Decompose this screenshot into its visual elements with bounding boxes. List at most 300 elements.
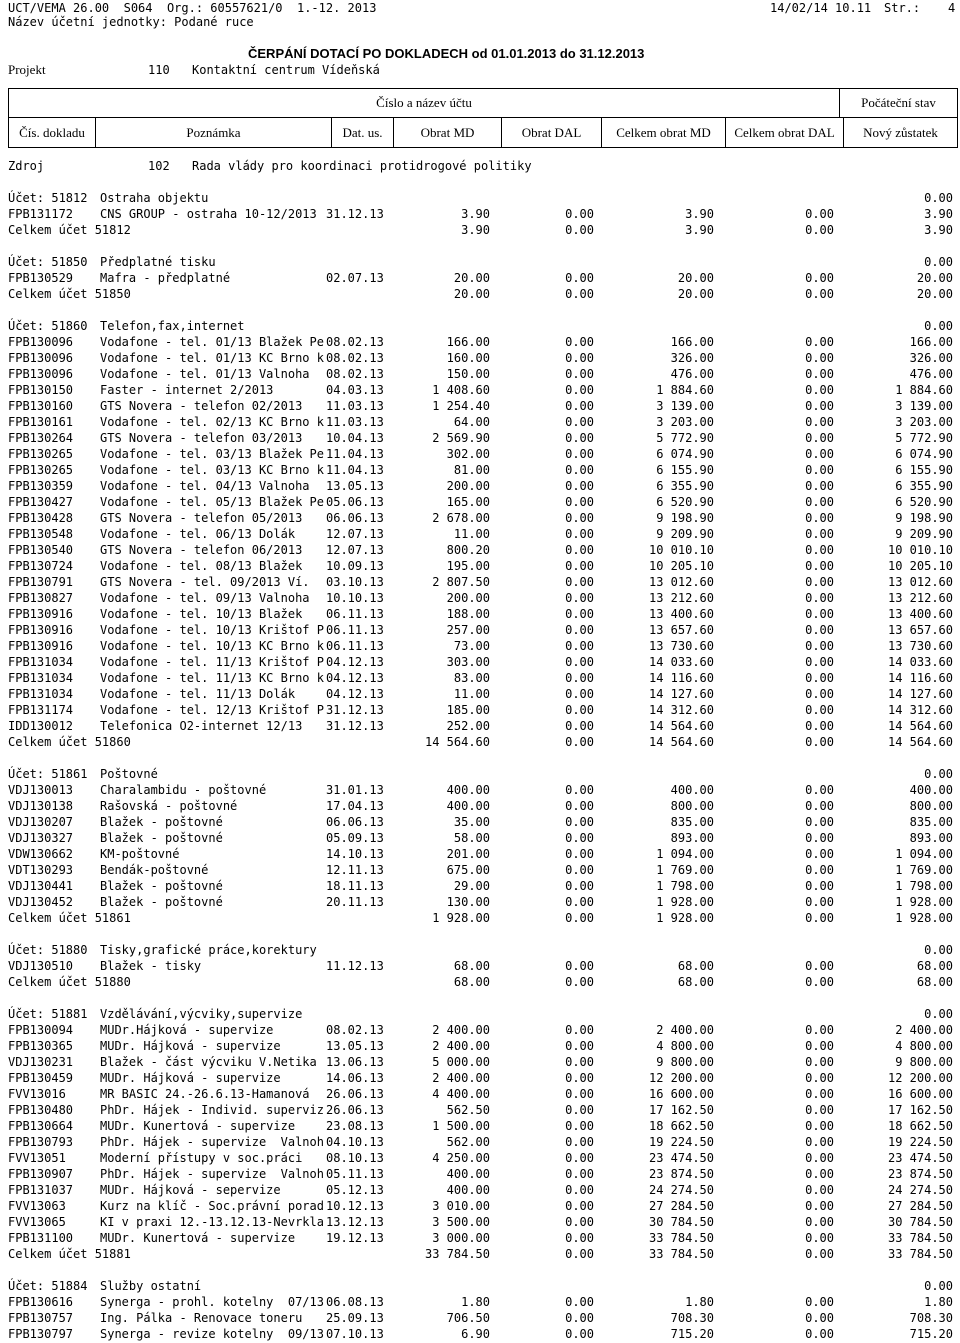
date: 11.03.13 xyxy=(326,415,384,429)
celkem-md: 13 400.60 xyxy=(648,607,714,621)
account-total-row xyxy=(0,286,960,302)
obrat-md: 3 000.00 xyxy=(432,1231,490,1245)
date: 04.12.13 xyxy=(326,687,384,701)
novy-zustatek: 10 010.10 xyxy=(887,543,953,557)
celkem-md: 10 010.10 xyxy=(648,543,714,557)
total-zustatek: 1 928.00 xyxy=(895,911,953,925)
doc-number: FPB131034 xyxy=(8,671,74,685)
novy-zustatek: 14 564.60 xyxy=(887,719,953,733)
celkem-dal: 0.00 xyxy=(805,1039,834,1053)
note: KI v praxi 12.-13.12.13-Nevrkla xyxy=(100,1215,324,1229)
note: Vodafone - tel. 11/13 Krištof P xyxy=(100,655,324,669)
celkem-dal: 0.00 xyxy=(805,543,834,557)
obrat-md: 2 400.00 xyxy=(432,1071,490,1085)
table-row xyxy=(0,510,960,526)
doc-number: FPB130827 xyxy=(8,591,74,605)
doc-number: FPB130096 xyxy=(8,335,74,349)
account-opening: 0.00 xyxy=(924,1279,953,1293)
celkem-dal: 0.00 xyxy=(805,431,834,445)
total-celkem-md: 33 784.50 xyxy=(648,1247,714,1261)
col-total-md: Celkem obrat MD xyxy=(601,118,725,147)
celkem-dal: 0.00 xyxy=(805,271,834,285)
celkem-md: 708.30 xyxy=(670,1311,714,1325)
table-row xyxy=(0,894,960,910)
obrat-md: 5 000.00 xyxy=(432,1055,490,1069)
table-row xyxy=(0,270,960,286)
obrat-md: 20.00 xyxy=(453,271,490,285)
date: 17.04.13 xyxy=(326,799,384,813)
celkem-md: 13 657.60 xyxy=(648,623,714,637)
account-number: Účet: 51861 xyxy=(8,767,88,781)
obrat-dal: 0.00 xyxy=(565,639,594,653)
note: Vodafone - tel. 12/13 Krištof P xyxy=(100,703,324,717)
account-opening: 0.00 xyxy=(924,255,953,269)
celkem-md: 23 874.50 xyxy=(648,1167,714,1181)
novy-zustatek: 9 198.90 xyxy=(895,511,953,525)
celkem-dal: 0.00 xyxy=(805,655,834,669)
total-dal: 0.00 xyxy=(565,287,594,301)
total-zustatek: 3.90 xyxy=(924,223,953,237)
doc-number: FPB131034 xyxy=(8,655,74,669)
date: 02.07.13 xyxy=(326,271,384,285)
obrat-dal: 0.00 xyxy=(565,1103,594,1117)
total-md: 68.00 xyxy=(453,975,490,989)
novy-zustatek: 23 474.50 xyxy=(887,1151,953,1165)
table-row xyxy=(0,1022,960,1038)
note: Mafra - předplatné xyxy=(100,271,231,285)
novy-zustatek: 27 284.50 xyxy=(887,1199,953,1213)
table-row xyxy=(0,1294,960,1310)
celkem-dal: 0.00 xyxy=(805,687,834,701)
obrat-dal: 0.00 xyxy=(565,1055,594,1069)
col-doc: Čís. dokladu xyxy=(19,124,85,140)
total-label: Celkem účet 51880 xyxy=(8,975,131,989)
novy-zustatek: 1 094.00 xyxy=(895,847,953,861)
celkem-dal: 0.00 xyxy=(805,1215,834,1229)
novy-zustatek: 835.00 xyxy=(909,815,953,829)
date: 08.02.13 xyxy=(326,335,384,349)
total-dal: 0.00 xyxy=(565,735,594,749)
total-celkem-md: 68.00 xyxy=(677,975,714,989)
total-celkem-md: 3.90 xyxy=(685,223,714,237)
doc-number: FPB130548 xyxy=(8,527,74,541)
page-number: 4 xyxy=(948,1,956,15)
date: 06.11.13 xyxy=(326,607,384,621)
note: Vodafone - tel. 10/13 KC Brno k xyxy=(100,639,324,653)
celkem-dal: 0.00 xyxy=(805,719,834,733)
celkem-md: 1 928.00 xyxy=(656,895,714,909)
obrat-md: 3 010.00 xyxy=(432,1199,490,1213)
celkem-dal: 0.00 xyxy=(805,351,834,365)
col-note: Poznámka xyxy=(95,118,331,147)
celkem-dal: 0.00 xyxy=(805,895,834,909)
obrat-md: 150.00 xyxy=(446,367,490,381)
note: Vodafone - tel. 08/13 Blažek xyxy=(100,559,303,573)
celkem-dal: 0.00 xyxy=(805,383,834,397)
table-row xyxy=(0,814,960,830)
celkem-md: 400.00 xyxy=(670,783,714,797)
doc-number: VDJ130441 xyxy=(8,879,74,893)
obrat-dal: 0.00 xyxy=(565,1119,594,1133)
novy-zustatek: 14 033.60 xyxy=(887,655,953,669)
obrat-dal: 0.00 xyxy=(565,1215,594,1229)
note: MUDr. Hájková - supervize xyxy=(100,1039,281,1053)
date: 31.12.13 xyxy=(326,207,384,221)
novy-zustatek: 9 800.00 xyxy=(895,1055,953,1069)
celkem-dal: 0.00 xyxy=(805,863,834,877)
col-total-dal: Celkem obrat DAL xyxy=(725,118,843,147)
account-total-row xyxy=(0,222,960,238)
date: 20.11.13 xyxy=(326,895,384,909)
doc-number: FPB130724 xyxy=(8,559,74,573)
table-row xyxy=(0,478,960,494)
note: GTS Novera - tel. 09/2013 Ví. xyxy=(100,575,310,589)
note: Vodafone - tel. 01/13 KC Brno k xyxy=(100,351,324,365)
obrat-md: 252.00 xyxy=(446,719,490,733)
table-row xyxy=(0,350,960,366)
table-row xyxy=(0,206,960,222)
doc-number: IDD130012 xyxy=(8,719,74,733)
doc-number: FPB130160 xyxy=(8,399,74,413)
celkem-md: 16 600.00 xyxy=(648,1087,714,1101)
table-row xyxy=(0,574,960,590)
novy-zustatek: 14 127.60 xyxy=(887,687,953,701)
novy-zustatek: 3.90 xyxy=(924,207,953,221)
date: 31.12.13 xyxy=(326,719,384,733)
total-dal: 0.00 xyxy=(565,911,594,925)
celkem-dal: 0.00 xyxy=(805,783,834,797)
doc-number: FPB130616 xyxy=(8,1295,74,1309)
celkem-dal: 0.00 xyxy=(805,639,834,653)
note: Rašovská - poštovné xyxy=(100,799,238,813)
note: GTS Novera - telefon 06/2013 xyxy=(100,543,303,557)
total-celkem-dal: 0.00 xyxy=(805,735,834,749)
obrat-md: 1 254.40 xyxy=(432,399,490,413)
source-label: Zdroj xyxy=(8,159,45,173)
obrat-md: 2 400.00 xyxy=(432,1039,490,1053)
celkem-dal: 0.00 xyxy=(805,1327,834,1341)
novy-zustatek: 1.80 xyxy=(924,1295,953,1309)
celkem-md: 13 730.60 xyxy=(648,639,714,653)
obrat-dal: 0.00 xyxy=(565,1199,594,1213)
note: Blažek - část výcviku V.Netika xyxy=(100,1055,317,1069)
account-caption: Číslo a název účtu xyxy=(376,95,472,110)
unit-name-line xyxy=(0,14,960,30)
obrat-dal: 0.00 xyxy=(565,479,594,493)
table-row xyxy=(0,1118,960,1134)
celkem-dal: 0.00 xyxy=(805,1151,834,1165)
total-zustatek: 14 564.60 xyxy=(887,735,953,749)
novy-zustatek: 708.30 xyxy=(909,1311,953,1325)
novy-zustatek: 10 205.10 xyxy=(887,559,953,573)
table-row xyxy=(0,686,960,702)
table-row xyxy=(0,1134,960,1150)
note: Kurz na klíč - Soc.právní porad xyxy=(100,1199,324,1213)
date: 12.11.13 xyxy=(326,863,384,877)
table-row xyxy=(0,1054,960,1070)
celkem-md: 715.20 xyxy=(670,1327,714,1341)
page-label: Str.: xyxy=(884,1,921,15)
date: 19.12.13 xyxy=(326,1231,384,1245)
date: 14.06.13 xyxy=(326,1071,384,1085)
novy-zustatek: 30 784.50 xyxy=(887,1215,953,1229)
table-row xyxy=(0,446,960,462)
account-number: Účet: 51850 xyxy=(8,255,88,269)
table-row xyxy=(0,382,960,398)
account-name: Vzdělávání,výcviky,supervize xyxy=(100,1007,303,1021)
date: 10.10.13 xyxy=(326,591,384,605)
novy-zustatek: 1 769.00 xyxy=(895,863,953,877)
doc-number: FPB130540 xyxy=(8,543,74,557)
doc-number: FPB130150 xyxy=(8,383,74,397)
doc-number: FPB131174 xyxy=(8,703,74,717)
date: 11.12.13 xyxy=(326,959,384,973)
date: 08.02.13 xyxy=(326,351,384,365)
table-row xyxy=(0,606,960,622)
celkem-dal: 0.00 xyxy=(805,815,834,829)
obrat-dal: 0.00 xyxy=(565,895,594,909)
note: MUDr. Hájková - supervize xyxy=(100,1071,281,1085)
date: 13.05.13 xyxy=(326,479,384,493)
date: 08.02.13 xyxy=(326,367,384,381)
obrat-dal: 0.00 xyxy=(565,415,594,429)
total-zustatek: 20.00 xyxy=(916,287,953,301)
account-heading xyxy=(0,1278,960,1294)
celkem-dal: 0.00 xyxy=(805,1103,834,1117)
date: 04.03.13 xyxy=(326,383,384,397)
table-row xyxy=(0,798,960,814)
celkem-md: 9 800.00 xyxy=(656,1055,714,1069)
doc-number: VDJ130231 xyxy=(8,1055,74,1069)
table-row xyxy=(0,430,960,446)
novy-zustatek: 715.20 xyxy=(909,1327,953,1341)
account-name: Tisky,grafické práce,korektury xyxy=(100,943,317,957)
novy-zustatek: 12 200.00 xyxy=(887,1071,953,1085)
novy-zustatek: 24 274.50 xyxy=(887,1183,953,1197)
col-balance: Nový zůstatek xyxy=(843,118,957,147)
novy-zustatek: 6 520.90 xyxy=(895,495,953,509)
account-opening: 0.00 xyxy=(924,319,953,333)
celkem-md: 14 116.60 xyxy=(648,671,714,685)
obrat-md: 562.00 xyxy=(446,1135,490,1149)
novy-zustatek: 33 784.50 xyxy=(887,1231,953,1245)
table-row xyxy=(0,558,960,574)
celkem-dal: 0.00 xyxy=(805,479,834,493)
table-row xyxy=(0,334,960,350)
date: 06.06.13 xyxy=(326,815,384,829)
doc-number: FPB130459 xyxy=(8,1071,74,1085)
novy-zustatek: 9 209.90 xyxy=(895,527,953,541)
note: GTS Novera - telefon 05/2013 xyxy=(100,511,303,525)
celkem-md: 800.00 xyxy=(670,799,714,813)
account-number: Účet: 51880 xyxy=(8,943,88,957)
obrat-dal: 0.00 xyxy=(565,607,594,621)
obrat-dal: 0.00 xyxy=(565,335,594,349)
celkem-md: 14 312.60 xyxy=(648,703,714,717)
note: MUDr. Hájková - sepervize xyxy=(100,1183,281,1197)
obrat-md: 3 500.00 xyxy=(432,1215,490,1229)
obrat-md: 81.00 xyxy=(453,463,490,477)
obrat-md: 200.00 xyxy=(446,591,490,605)
account-number: Účet: 51812 xyxy=(8,191,88,205)
novy-zustatek: 18 662.50 xyxy=(887,1119,953,1133)
novy-zustatek: 1 928.00 xyxy=(895,895,953,909)
account-total-row xyxy=(0,1246,960,1262)
obrat-dal: 0.00 xyxy=(565,671,594,685)
obrat-md: 675.00 xyxy=(446,863,490,877)
obrat-dal: 0.00 xyxy=(565,783,594,797)
source-line xyxy=(0,158,960,174)
doc-number: FPB130094 xyxy=(8,1023,74,1037)
total-celkem-dal: 0.00 xyxy=(805,975,834,989)
obrat-md: 4 250.00 xyxy=(432,1151,490,1165)
obrat-md: 195.00 xyxy=(446,559,490,573)
doc-number: FVV13051 xyxy=(8,1151,66,1165)
obrat-dal: 0.00 xyxy=(565,1151,594,1165)
table-row xyxy=(0,958,960,974)
obrat-dal: 0.00 xyxy=(565,367,594,381)
celkem-dal: 0.00 xyxy=(805,335,834,349)
doc-number: VDJ130510 xyxy=(8,959,74,973)
obrat-md: 303.00 xyxy=(446,655,490,669)
note: Vodafone - tel. 06/13 Dolák xyxy=(100,527,296,541)
note: Vodafone - tel. 03/13 KC Brno k xyxy=(100,463,324,477)
doc-number: FPB131172 xyxy=(8,207,74,221)
doc-number: FPB130791 xyxy=(8,575,74,589)
obrat-md: 130.00 xyxy=(446,895,490,909)
date: 06.11.13 xyxy=(326,639,384,653)
obrat-md: 4 400.00 xyxy=(432,1087,490,1101)
obrat-md: 188.00 xyxy=(446,607,490,621)
table-row xyxy=(0,846,960,862)
table-row xyxy=(0,1102,960,1118)
note: Vodafone - tel. 10/13 Krištof P xyxy=(100,623,324,637)
obrat-dal: 0.00 xyxy=(565,559,594,573)
obrat-md: 2 400.00 xyxy=(432,1023,490,1037)
novy-zustatek: 2 400.00 xyxy=(895,1023,953,1037)
obrat-md: 1 408.60 xyxy=(432,383,490,397)
celkem-dal: 0.00 xyxy=(805,831,834,845)
novy-zustatek: 400.00 xyxy=(909,783,953,797)
novy-zustatek: 3 203.00 xyxy=(895,415,953,429)
celkem-md: 893.00 xyxy=(670,831,714,845)
novy-zustatek: 13 012.60 xyxy=(887,575,953,589)
date: 26.06.13 xyxy=(326,1103,384,1117)
account-number: Účet: 51860 xyxy=(8,319,88,333)
celkem-md: 6 155.90 xyxy=(656,463,714,477)
account-opening: 0.00 xyxy=(924,1007,953,1021)
total-md: 20.00 xyxy=(453,287,490,301)
table-row xyxy=(0,414,960,430)
doc-number: FPB131034 xyxy=(8,687,74,701)
obrat-dal: 0.00 xyxy=(565,1023,594,1037)
total-md: 3.90 xyxy=(461,223,490,237)
report-datetime: 14/02/14 10.11 xyxy=(770,1,872,15)
doc-number: FPB130793 xyxy=(8,1135,74,1149)
obrat-dal: 0.00 xyxy=(565,591,594,605)
celkem-dal: 0.00 xyxy=(805,591,834,605)
novy-zustatek: 6 355.90 xyxy=(895,479,953,493)
date: 25.09.13 xyxy=(326,1311,384,1325)
account-name: Služby ostatní xyxy=(100,1279,202,1293)
obrat-md: 11.00 xyxy=(453,687,490,701)
source-code: 102 xyxy=(148,159,170,173)
celkem-dal: 0.00 xyxy=(805,495,834,509)
total-celkem-dal: 0.00 xyxy=(805,223,834,237)
table-row xyxy=(0,1198,960,1214)
col-dal: Obrat DAL xyxy=(501,118,601,147)
obrat-md: 400.00 xyxy=(446,1183,490,1197)
celkem-dal: 0.00 xyxy=(805,1295,834,1309)
table-row xyxy=(0,702,960,718)
celkem-md: 1 094.00 xyxy=(656,847,714,861)
note: KM-poštovné xyxy=(100,847,180,861)
project-line xyxy=(0,62,960,78)
account-heading xyxy=(0,318,960,334)
title-line xyxy=(0,46,960,62)
date: 13.05.13 xyxy=(326,1039,384,1053)
celkem-md: 17 162.50 xyxy=(648,1103,714,1117)
celkem-md: 1 798.00 xyxy=(656,879,714,893)
table-row xyxy=(0,1038,960,1054)
note: Vodafone - tel. 03/13 Blažek Pe xyxy=(100,447,324,461)
table-row xyxy=(0,1310,960,1326)
obrat-md: 706.50 xyxy=(446,1311,490,1325)
table-row xyxy=(0,1182,960,1198)
celkem-md: 10 205.10 xyxy=(648,559,714,573)
account-name: Telefon,fax,internet xyxy=(100,319,245,333)
obrat-md: 166.00 xyxy=(446,335,490,349)
obrat-md: 64.00 xyxy=(453,415,490,429)
note: GTS Novera - telefon 03/2013 xyxy=(100,431,303,445)
novy-zustatek: 5 772.90 xyxy=(895,431,953,445)
obrat-dal: 0.00 xyxy=(565,511,594,525)
doc-number: FPB130161 xyxy=(8,415,74,429)
table-row xyxy=(0,638,960,654)
celkem-dal: 0.00 xyxy=(805,463,834,477)
doc-number: FPB130907 xyxy=(8,1167,74,1181)
celkem-md: 30 784.50 xyxy=(648,1215,714,1229)
table-row xyxy=(0,622,960,638)
note: Vodafone - tel. 04/13 Valnoha xyxy=(100,479,310,493)
date: 11.03.13 xyxy=(326,399,384,413)
novy-zustatek: 16 600.00 xyxy=(887,1087,953,1101)
celkem-dal: 0.00 xyxy=(805,1071,834,1085)
date: 07.10.13 xyxy=(326,1327,384,1341)
novy-zustatek: 1 798.00 xyxy=(895,879,953,893)
obrat-md: 400.00 xyxy=(446,1167,490,1181)
report-title: ČERPÁNÍ DOTACÍ PO DOKLADECH od 01.01.2013 do 31.12.2013 xyxy=(248,46,645,61)
table-row xyxy=(0,1150,960,1166)
novy-zustatek: 17 162.50 xyxy=(887,1103,953,1117)
note: Vodafone - tel. 02/13 KC Brno k xyxy=(100,415,324,429)
note: Moderní přístupy v soc.práci xyxy=(100,1151,303,1165)
note: Telefonica O2-internet 12/13 xyxy=(100,719,303,733)
celkem-md: 23 474.50 xyxy=(648,1151,714,1165)
obrat-dal: 0.00 xyxy=(565,831,594,845)
celkem-md: 3 139.00 xyxy=(656,399,714,413)
obrat-md: 562.50 xyxy=(446,1103,490,1117)
obrat-dal: 0.00 xyxy=(565,1167,594,1181)
doc-number: FPB130096 xyxy=(8,367,74,381)
total-celkem-dal: 0.00 xyxy=(805,1247,834,1261)
obrat-dal: 0.00 xyxy=(565,799,594,813)
obrat-dal: 0.00 xyxy=(565,1295,594,1309)
celkem-dal: 0.00 xyxy=(805,399,834,413)
novy-zustatek: 6 074.90 xyxy=(895,447,953,461)
date: 05.06.13 xyxy=(326,495,384,509)
obrat-dal: 0.00 xyxy=(565,687,594,701)
